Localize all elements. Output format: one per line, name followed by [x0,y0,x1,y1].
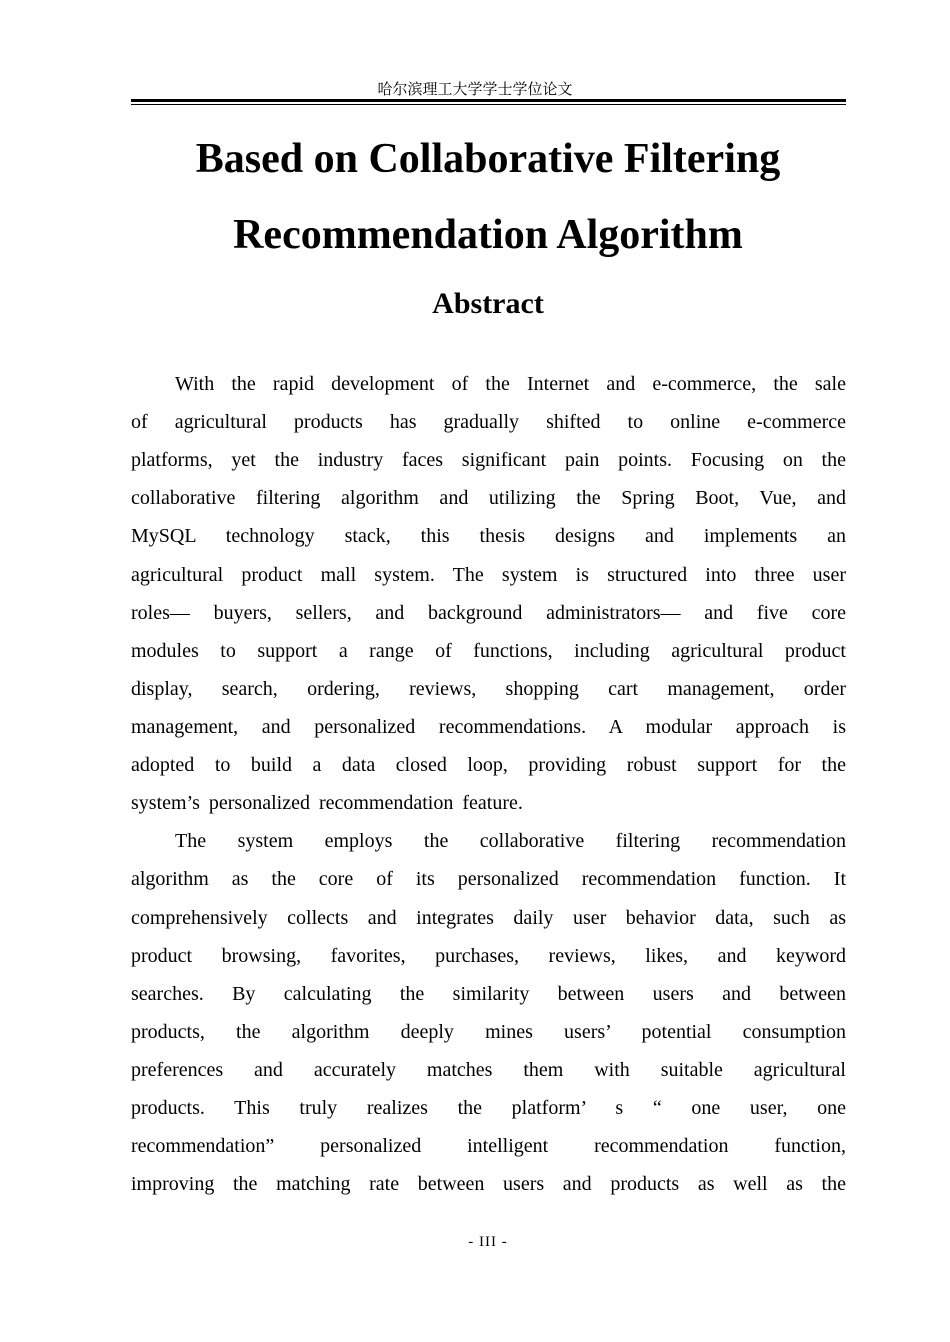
thesis-title-line-1: Based on Collaborative Filtering [195,136,781,182]
paragraph-line: preferences and accurately matches them with suitable agricultural [131,1059,846,1081]
page-number: - III - [468,1234,508,1250]
header-rule-thin [131,104,846,105]
thesis-title-line-2: Recommendation Algorithm [233,212,743,258]
paragraph-line: recommendation” personalized intelligent recommendation function, [131,1135,846,1157]
paragraph-line: products, the algorithm deeply mines users’ potential consumption [131,1021,846,1043]
paragraph-line: modules to support a range of functions, including agricultural product [131,640,846,662]
paragraph-line: products. This truly realizes the platform’ s “ one user, one [131,1097,846,1119]
paragraph-line: management, and personalized recommendations. A modular approach is [131,716,846,738]
paragraph-line: agricultural product mall system. The system is structured into three user [131,564,846,586]
paragraph-line: algorithm as the core of its personalized recommendation function. It [131,868,846,890]
paragraph-line: improving the matching rate between users and products as well as the [131,1173,846,1195]
paragraph-line: collaborative filtering algorithm and utilizing the Spring Boot, Vue, and [131,487,846,509]
paragraph-line: of agricultural products has gradually shifted to online e-commerce [131,411,846,433]
paragraph-line: The system employs the collaborative filtering recommendation [175,830,846,852]
abstract-heading: Abstract [432,287,544,320]
paragraph-line: roles— buyers, sellers, and background administrators— and five core [131,602,846,624]
paragraph-line: With the rapid development of the Internet and e-commerce, the sale [175,373,846,395]
running-header: 哈尔滨理工大学学士学位论文 [377,80,573,98]
header-rule-thick [131,99,846,102]
paragraph-line: system’s personalized recommendation feature. [131,792,523,814]
paragraph-line: display, search, ordering, reviews, shopping cart management, order [131,678,846,700]
paragraph-line: comprehensively collects and integrates daily user behavior data, such as [131,907,846,929]
paragraph-line: MySQL technology stack, this thesis designs and implements an [131,525,846,547]
paragraph-line: searches. By calculating the similarity between users and between [131,983,846,1005]
paragraph-line: adopted to build a data closed loop, providing robust support for the [131,754,846,776]
paragraph-line: platforms, yet the industry faces significant pain points. Focusing on the [131,449,846,471]
paragraph-line: product browsing, favorites, purchases, reviews, likes, and keyword [131,945,846,967]
